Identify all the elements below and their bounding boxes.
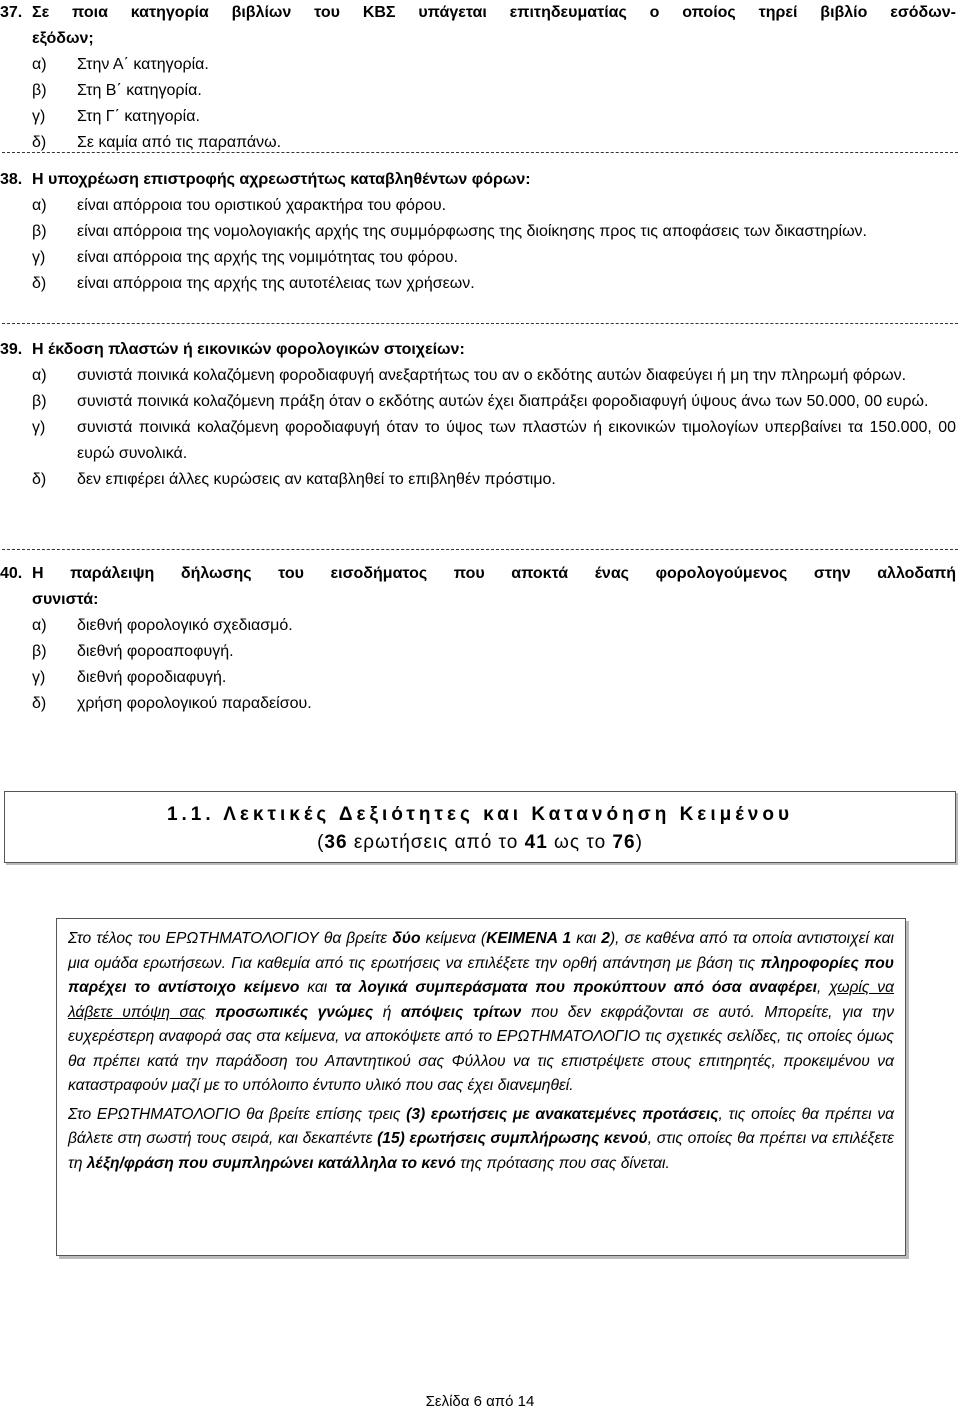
option xyxy=(0,363,960,389)
section-subtitle: (36 ερωτήσεις από το 41 ως το 76) xyxy=(317,832,643,853)
option xyxy=(0,78,960,104)
option-text: διεθνή φοροδιαφυγή. xyxy=(77,669,227,686)
option-label: δ) xyxy=(32,471,47,488)
question-stem-continued: εξόδων; xyxy=(32,30,94,47)
instructions-box xyxy=(56,918,906,1256)
question-40 xyxy=(0,561,960,717)
option-label: β) xyxy=(32,82,47,99)
dashed-divider xyxy=(2,323,958,324)
option-text: Στην Α΄ κατηγορία. xyxy=(77,56,209,73)
option-label: γ) xyxy=(32,249,46,266)
option xyxy=(0,219,960,245)
option xyxy=(0,193,960,219)
option xyxy=(0,104,960,130)
question-stem: Η έκδοση πλαστών ή εικονικών φορολογικών στοιχείων: xyxy=(32,341,465,358)
option xyxy=(0,245,960,271)
option xyxy=(0,665,960,691)
question-38 xyxy=(0,167,960,297)
option-text: Στη Β΄ κατηγορία. xyxy=(77,82,202,99)
option-text: Στη Γ΄ κατηγορία. xyxy=(77,108,200,125)
range-start: 41 xyxy=(524,832,548,853)
section-title: 1.1. Λεκτικές Δεξιότητες και Κατανόηση Κειμένου xyxy=(166,804,794,825)
option-text: συνιστά ποινικά κολαζόμενη φοροδιαφυγή ανεξαρτήτως του αν ο εκδότης αυτών διαφεύγει ή μη την πληρωμή φόρων. xyxy=(77,367,907,384)
question-39 xyxy=(0,337,960,493)
question-number: 38. xyxy=(0,171,23,188)
option-label: γ) xyxy=(32,669,46,686)
option-label: β) xyxy=(32,393,47,410)
question-stem: Η παράλειψη δήλωσης του εισοδήματος που αποκτά ένας φορολογούμενος στην αλλοδαπή xyxy=(32,565,956,582)
question-37 xyxy=(0,0,960,156)
question-number: 40. xyxy=(0,565,23,582)
option-label: β) xyxy=(32,223,47,240)
instructions-paragraph-2: Στο ΕΡΩΤΗΜΑΤΟΛΟΓΙΟ θα βρείτε επίσης τρεις (3) ερωτήσεις με ανακατεμένες προτάσεις, τις οποίες θα πρέπει να βάλετε στη σωστή τους σειρά, και δεκαπέντε (15) ερωτήσεις συμπλήρωσης κενού, στις οποίες θα πρέπει να επιλέξετε τη λέξη/φράση που συμπληρώνει κατάλληλα το κενό της πρότασης που σας δίνεται. xyxy=(68,1105,895,1172)
option xyxy=(0,389,960,415)
option-label: δ) xyxy=(32,695,47,712)
question-stem-continued: συνιστά: xyxy=(32,591,99,608)
option-text: είναι απόρροια της νομολογιακής αρχής της συμμόρφωσης της διοίκησης προς τις αποφάσεις των δικαστηρίων. xyxy=(77,223,867,240)
option-label: δ) xyxy=(32,134,47,151)
option xyxy=(0,415,960,467)
option-text: συνιστά ποινικά κολαζόμενη πράξη όταν ο εκδότης αυτών έχει διαπράξει φοροδιαφυγή ύψους άνω των 50.000, 00 ευρώ. xyxy=(77,393,929,410)
option-text: διεθνή φοροαποφυγή. xyxy=(77,643,234,660)
option-text: είναι απόρροια της αρχής της νομιμότητας του φόρου. xyxy=(77,249,458,266)
option-text: είναι απόρροια της αρχής της αυτοτέλειας των χρήσεων. xyxy=(77,275,475,292)
option-text: είναι απόρροια του οριστικού χαρακτήρα του φόρου. xyxy=(77,197,447,214)
question-stem: Σε ποια κατηγορία βιβλίων του ΚΒΣ υπάγεται επιτηδευματίας ο οποίος τηρεί βιβλίο εσόδων- xyxy=(32,4,956,21)
instructions-paragraph-1: Στο τέλος του ΕΡΩΤΗΜΑΤΟΛΟΓΙΟΥ θα βρείτε δύο κείμενα (ΚΕΙΜΕΝΑ 1 και 2), σε καθένα από τα οποία αντιστοιχεί και μια ομάδα ερωτήσεων. Για καθεμία από τις ερωτήσεις να επιλέξετε την ορθή απάντηση με βάση τις πληροφορίες που παρέχει το αντίστοιχο κείμενο και τα λογικά συμπεράσματα που προκύπτουν από όσα αναφέρει, χωρίς να λάβετε υπόψη σας προσωπικές γνώμες ή απόψεις τρίτων που δεν εκφράζονται σε αυτό. Μπορείτε, για την ευχερέστερη αναφορά σας στα κείμενα, να αποκόψετε από το ΕΡΩΤΗΜΑΤΟΛΟΓΙΟ τις σχετικές σελίδες, τις οποίες όμως θα πρέπει κατά την παράδοση του Απαντητικού σας Φύλλου να τις επιστρέψετε στους επιτηρητές, προκειμένου να καταστραφούν μαζί με το υπόλοιπο έντυπο υλικό που σας έχει διανεμηθεί. xyxy=(68,930,894,1094)
option-label: α) xyxy=(32,617,47,634)
option-text: συνιστά ποινικά κολαζόμενη φοροδιαφυγή όταν το ύψος των πλαστών ή εικονικών τιμολογίων υπερβαίνει τα 150.000, 00 ευρώ συνολικά. xyxy=(77,419,956,462)
range-end: 76 xyxy=(612,832,636,853)
option-label: δ) xyxy=(32,275,47,292)
option-text: δεν επιφέρει άλλες κυρώσεις αν καταβληθεί το επιβληθέν πρόστιμο. xyxy=(77,471,556,488)
dashed-divider xyxy=(2,152,958,153)
option-text: Σε καμία από τις παραπάνω. xyxy=(77,134,282,151)
question-number: 37. xyxy=(0,4,23,21)
option-text: διεθνή φορολογικό σχεδιασμό. xyxy=(77,617,293,634)
option-label: α) xyxy=(32,56,47,73)
option xyxy=(0,52,960,78)
page-number: Σελίδα 6 από 14 xyxy=(425,1393,535,1410)
dashed-divider xyxy=(2,549,958,550)
question-number: 39. xyxy=(0,341,23,358)
section-heading-box xyxy=(4,791,956,863)
option xyxy=(0,613,960,639)
option-text: χρήση φορολογικού παραδείσου. xyxy=(77,695,312,712)
option-label: γ) xyxy=(32,419,46,436)
option xyxy=(0,467,960,493)
option-label: α) xyxy=(32,197,47,214)
option-label: α) xyxy=(32,367,47,384)
option-label: γ) xyxy=(32,108,46,125)
question-stem: Η υποχρέωση επιστροφής αχρεωστήτως καταβληθέντων φόρων: xyxy=(32,171,531,188)
instructions-text xyxy=(68,927,894,1176)
option-label: β) xyxy=(32,643,47,660)
option xyxy=(0,691,960,717)
option xyxy=(0,271,960,297)
question-count: 36 xyxy=(324,832,348,853)
option xyxy=(0,639,960,665)
